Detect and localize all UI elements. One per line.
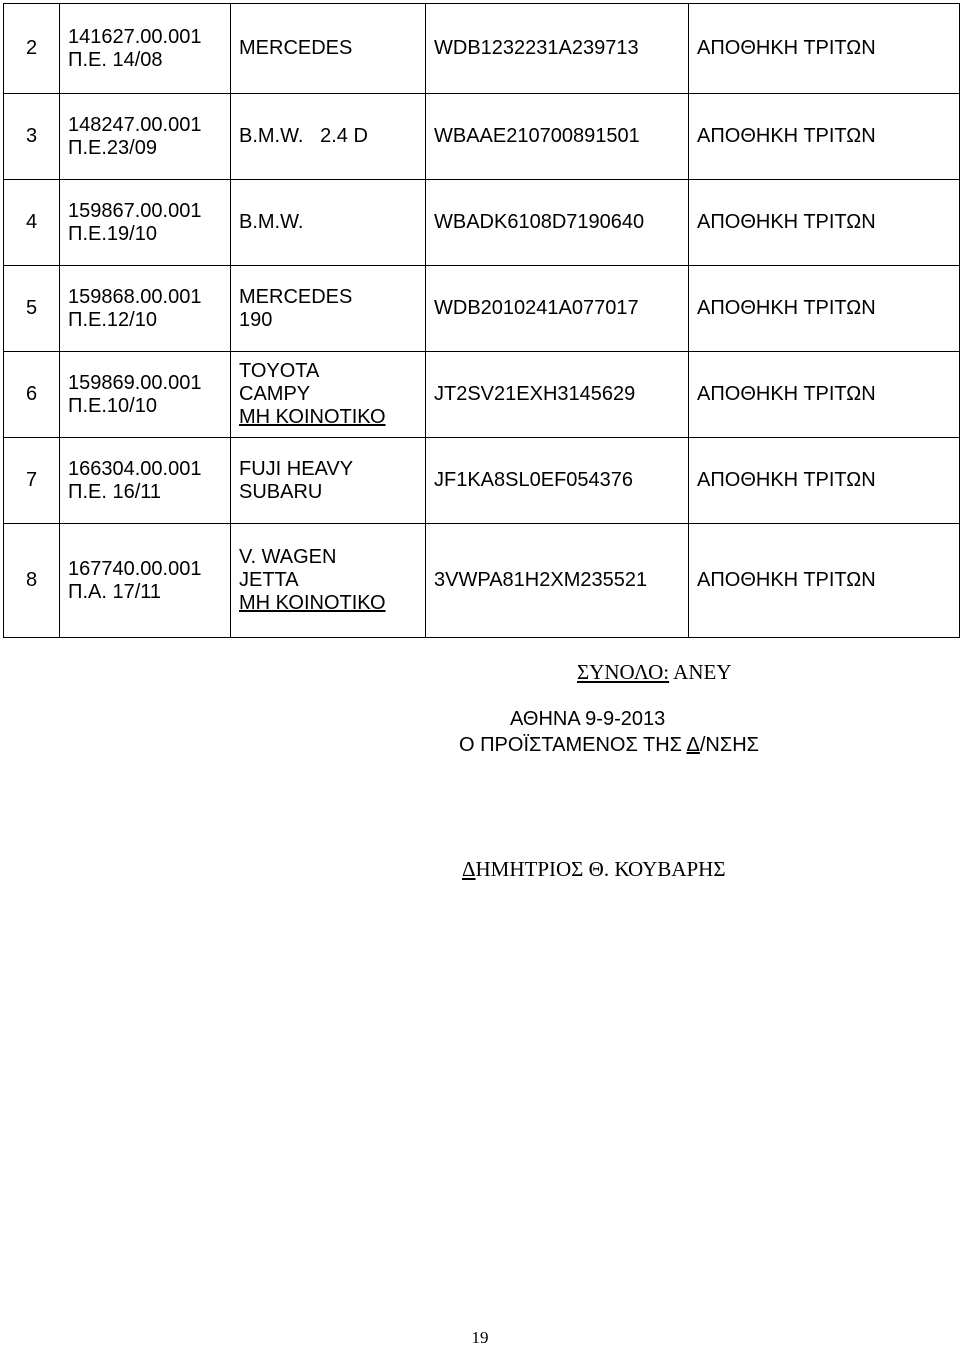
director-title	[459, 734, 759, 757]
reference-line: 159869.00.001	[68, 371, 202, 394]
vin-cell: WBADK6108D7190640	[426, 180, 689, 266]
make-line: B.M.W. 2.4 D	[239, 125, 368, 147]
vin-cell: WDB2010241A077017	[426, 266, 689, 352]
row-number: 6	[4, 352, 60, 438]
make-line: CAMPY	[239, 383, 311, 405]
reference-line: Π.Ε.19/10	[68, 222, 157, 245]
row-number: 5	[4, 266, 60, 352]
row-number: 8	[4, 524, 60, 638]
vehicles-table-body	[4, 4, 960, 638]
city-date: ΑΘΗΝΑ 9-9-2013	[510, 708, 666, 730]
row-number: 3	[4, 94, 60, 180]
table-row	[4, 4, 960, 94]
director-title-underlined: Δ	[686, 734, 700, 756]
reference-cell	[60, 266, 231, 352]
make-line: V. WAGEN	[239, 546, 337, 568]
make-line: FUJI HEAVY	[239, 457, 354, 480]
reference-line: 167740.00.001	[68, 557, 202, 580]
table-row	[4, 524, 960, 638]
table-row	[4, 352, 960, 438]
make-line: TOYOTA	[239, 360, 320, 382]
summary-total	[577, 660, 732, 685]
reference-cell	[60, 438, 231, 524]
location-cell: ΑΠΟΘΗΚΗ ΤΡΙΤΩΝ	[689, 180, 960, 266]
make-line: SUBARU	[239, 480, 323, 503]
reference-line: Π.Α. 17/11	[68, 580, 162, 603]
location-cell: ΑΠΟΘΗΚΗ ΤΡΙΤΩΝ	[689, 352, 960, 438]
reference-line: Π.Ε.23/09	[68, 136, 157, 159]
reference-line: 141627.00.001	[68, 25, 202, 48]
make-cell	[231, 4, 426, 94]
summary-label: ΣΥΝΟΛΟ:	[577, 660, 670, 684]
location-cell: ΑΠΟΘΗΚΗ ΤΡΙΤΩΝ	[689, 94, 960, 180]
reference-line: Π.Ε. 16/11	[68, 480, 162, 503]
row-number: 2	[4, 4, 60, 94]
reference-line: 166304.00.001	[68, 457, 202, 480]
make-line: ΜΗ ΚΟΙΝΟΤΙΚΟ	[239, 592, 386, 614]
reference-line: Π.Ε.10/10	[68, 394, 157, 417]
row-number: 4	[4, 180, 60, 266]
make-line: MERCEDES	[239, 37, 353, 59]
reference-cell	[60, 180, 231, 266]
vin-cell: 3VWPA81H2XM235521	[426, 524, 689, 638]
make-cell	[231, 266, 426, 352]
table-row	[4, 266, 960, 352]
row-number: 7	[4, 438, 60, 524]
make-cell	[231, 438, 426, 524]
director-title-prefix: Ο ΠΡΟΪΣΤΑΜΕΝΟΣ ΤΗΣ	[459, 734, 687, 756]
vin-cell: WBAAE210700891501	[426, 94, 689, 180]
table-row	[4, 180, 960, 266]
location-cell: ΑΠΟΘΗΚΗ ΤΡΙΤΩΝ	[689, 524, 960, 638]
reference-line: Π.Ε.12/10	[68, 308, 157, 331]
make-line: B.M.W.	[239, 211, 304, 233]
location-cell: ΑΠΟΘΗΚΗ ΤΡΙΤΩΝ	[689, 266, 960, 352]
director-title-suffix: /ΝΣΗΣ	[699, 734, 760, 756]
signatory-initial: Δ	[462, 857, 476, 881]
make-cell	[231, 352, 426, 438]
signatory-name	[462, 857, 726, 882]
make-cell	[231, 94, 426, 180]
make-cell	[231, 524, 426, 638]
reference-cell	[60, 94, 231, 180]
reference-line: 159868.00.001	[68, 285, 202, 308]
location-cell: ΑΠΟΘΗΚΗ ΤΡΙΤΩΝ	[689, 4, 960, 94]
vin-cell: WDB1232231A239713	[426, 4, 689, 94]
table-row	[4, 94, 960, 180]
make-line: JETTA	[239, 569, 299, 591]
make-line: MERCEDES	[239, 285, 353, 308]
make-line: 190	[239, 308, 273, 331]
make-cell	[231, 180, 426, 266]
reference-cell	[60, 352, 231, 438]
reference-cell	[60, 524, 231, 638]
make-line: ΜΗ ΚΟΙΝΟΤΙΚΟ	[239, 406, 386, 428]
vin-cell: JT2SV21EXH3145629	[426, 352, 689, 438]
vehicles-table	[3, 3, 960, 638]
table-row	[4, 438, 960, 524]
reference-cell	[60, 4, 231, 94]
page-number: 19	[471, 1328, 489, 1347]
reference-line: Π.Ε. 14/08	[68, 48, 163, 71]
signatory-rest: ΗΜΗΤΡΙΟΣ Θ. ΚΟΥΒΑΡΗΣ	[475, 857, 726, 881]
location-cell: ΑΠΟΘΗΚΗ ΤΡΙΤΩΝ	[689, 438, 960, 524]
vin-cell: JF1KA8SL0EF054376	[426, 438, 689, 524]
summary-value: ΑΝΕΥ	[669, 660, 732, 684]
reference-line: 159867.00.001	[68, 199, 202, 222]
reference-line: 148247.00.001	[68, 113, 202, 136]
